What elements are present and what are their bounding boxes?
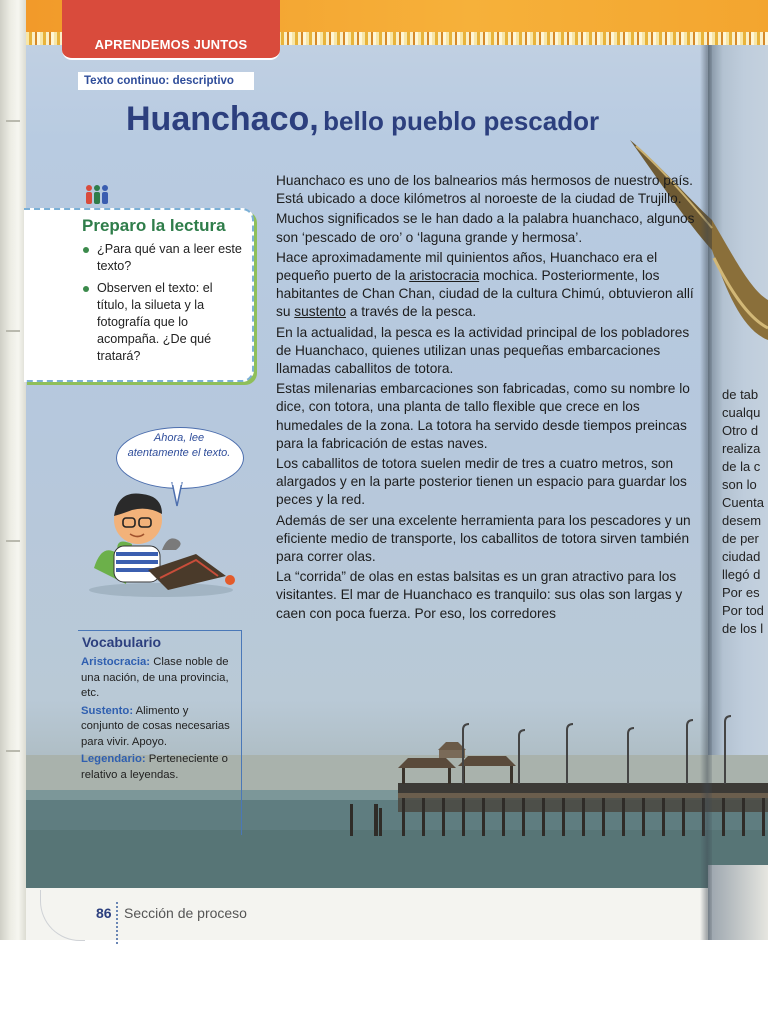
right-page-line: de tab: [722, 387, 759, 402]
right-page-line: son lo: [722, 477, 757, 492]
right-page-line: de los l: [722, 621, 764, 636]
vocabulary-definition: Alimento y conjunto de cosas necesarias para vivir. Apoyo.: [81, 704, 230, 748]
vocabulary-term: Legendario:: [81, 753, 146, 765]
sea-deep: [26, 830, 768, 890]
paragraph: La “corrida” de olas en estas balsitas es un gran atractivo para los visitantes. El mar de Huanchaco es tranquilo: sus olas son largas y caen con poca fuerza. Por eso, los corredores: [276, 569, 683, 621]
right-page-line: Por tod: [722, 603, 764, 618]
right-page-text: [722, 386, 768, 638]
preparo-title: Preparo la lectura: [82, 216, 226, 235]
binding-mark: [6, 540, 20, 542]
title-rest: bello pueblo pescador: [323, 106, 600, 136]
vocabulary-title: Vocabulario: [82, 634, 162, 650]
binding-mark: [6, 330, 20, 332]
group-icon: [84, 184, 110, 206]
spine-shadow: [700, 0, 712, 940]
footer-divider: [116, 902, 118, 946]
vocabulary-entry: [81, 752, 231, 783]
vocab-word-aristocracia: aristocracia: [409, 268, 480, 284]
preparo-item: ¿Para qué van a leer este texto?: [80, 241, 245, 275]
right-page-line: Otro d: [722, 423, 759, 438]
binding-mark: [6, 750, 20, 752]
page-number: 86: [96, 905, 112, 921]
binding-mark: [6, 120, 20, 122]
page-title: [126, 100, 599, 139]
paragraph: Huanchaco es uno de los balnearios más hermosos de nuestro país. Está ubicado a doce kilómetros al noroeste de la ciudad de Trujillo.: [276, 173, 693, 207]
paragraph-text: a través de la pesca.: [346, 304, 477, 320]
right-page-line: de per: [722, 531, 759, 546]
paragraph: [276, 249, 696, 322]
right-page-line: ciudad: [722, 549, 761, 564]
right-page-line: realiza: [722, 441, 761, 456]
paragraph: Estas milenarias embarcaciones son fabricadas, como su nombre lo dice, con totora, una planta de tallo flexible que crece en los humedales de la zona. La totora ha servido desde tiempos preincas para la fabricación de estas naves.: [276, 381, 690, 451]
right-page-line: desem: [722, 513, 762, 528]
vocab-word-sustento: sustento: [294, 304, 347, 320]
article-body: [276, 172, 696, 625]
title-main: Huanchaco,: [126, 100, 319, 138]
paragraph: Además de ser una excelente herramienta para los pescadores y un eficiente medio de transporte, los caballitos de totora sirven también para correr olas.: [276, 512, 691, 565]
right-page-bottom: [708, 865, 768, 940]
speech-bubble-text: Ahora, lee atentamente el texto.: [127, 432, 231, 459]
preparo-item: Observen el texto: el título, la silueta y la fotografía que lo acompaña. ¿De qué tratará?: [80, 280, 245, 365]
section-tab-label: APRENDEMOS JUNTOS: [94, 37, 248, 52]
reading-kid-illustration: [86, 490, 236, 598]
vocabulary-definition: Clase noble de una nación, de una provincia, etc.: [81, 656, 229, 699]
vocabulary-entry: [81, 704, 231, 751]
paragraph: Los caballitos de totora suelen medir de tres a cuatro metros, son alargados y en la parte posterior tienen un espacio para guardar los peces y la red.: [276, 456, 687, 508]
paragraph: En la actualidad, la pesca es la actividad principal de los pobladores de Huanchaco, quienes utilizan unas pequeñas embarcaciones llamadas caballitos de totora.: [276, 324, 690, 377]
paragraph: Muchos significados se le han dado a la palabra huanchaco, algunos son ‘pescado de oro’ o ‘laguna grande y hermosa’.: [276, 211, 695, 245]
vocabulary-list: [81, 655, 231, 785]
section-tab: [62, 0, 280, 60]
paragraph-text: mochica. Posteriormente, los habitantes de Chan Chan, ciudad de la cultura Chimú, obtuvieron allí su: [276, 268, 694, 320]
right-page-line: de la c: [722, 459, 761, 474]
vocabulary-definition: Perteneciente o relativo a leyendas.: [81, 753, 228, 781]
text-type-label: Texto continuo: descriptivo: [78, 72, 254, 90]
book-binding-left: [0, 0, 26, 940]
right-page-line: Cuenta: [722, 495, 764, 510]
footer-section: Sección de proceso: [124, 905, 247, 921]
right-page-line: cualqu: [722, 405, 761, 420]
vocabulary-entry: [81, 655, 231, 702]
right-page-line: llegó d: [722, 567, 761, 582]
preparo-list: [80, 241, 245, 370]
paragraph-text: Hace aproximadamente mil quinientos años, Huanchaco era el pequeño puerto de la: [276, 249, 658, 284]
vocabulary-term: Aristocracia:: [81, 656, 151, 668]
vocabulary-term: Sustento:: [81, 704, 134, 717]
right-page-line: Por es: [722, 585, 760, 600]
